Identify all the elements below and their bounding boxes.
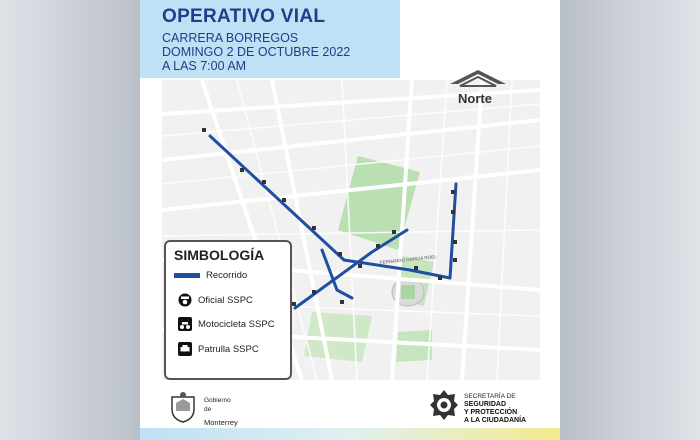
- monterrey-seal-icon: [168, 391, 198, 423]
- motorcycle-icon: [178, 317, 192, 331]
- legend-item-label: Oficial SSPC: [198, 295, 253, 306]
- legend-item-label: Patrulla SSPC: [198, 344, 259, 355]
- legend-route-label: Recorrido: [206, 270, 248, 281]
- event-time: A LAS 7:00 AM: [162, 59, 247, 73]
- patrol-car-icon: [178, 342, 192, 356]
- sspc-label: Y PROTECCIÓN: [464, 409, 518, 416]
- route-swatch: [174, 273, 200, 278]
- sspc-label: SEGURIDAD: [464, 401, 507, 408]
- background-right: [560, 0, 700, 440]
- event-name: CARRERA BORREGOS: [162, 31, 299, 45]
- legend-item-label: Motocicleta SSPC: [198, 319, 275, 330]
- legend-title: SIMBOLOGÍA: [174, 247, 265, 263]
- map-legend: [164, 240, 292, 380]
- footer-strip: [140, 428, 560, 440]
- gobierno-label: de: [204, 406, 212, 413]
- poster: [140, 0, 560, 440]
- officer-icon: [178, 293, 192, 307]
- gobierno-label: Gobierno: [204, 397, 231, 404]
- monterrey-label: Monterrey: [204, 418, 238, 427]
- event-date: DOMINGO 2 DE OCTUBRE 2022: [162, 45, 351, 59]
- sspc-label: SECRETARÍA DE: [464, 393, 516, 400]
- sspc-badge-icon: [429, 389, 459, 421]
- page-title: OPERATIVO VIAL: [162, 6, 326, 27]
- north-label: Norte: [458, 91, 492, 106]
- sspc-label: A LA CIUDADANÍA: [464, 417, 527, 424]
- background-left: [0, 0, 140, 440]
- header-banner: [140, 0, 400, 78]
- street-label: FERNANDO GARCIA ROEL: [379, 254, 437, 265]
- sports-field: [401, 285, 415, 299]
